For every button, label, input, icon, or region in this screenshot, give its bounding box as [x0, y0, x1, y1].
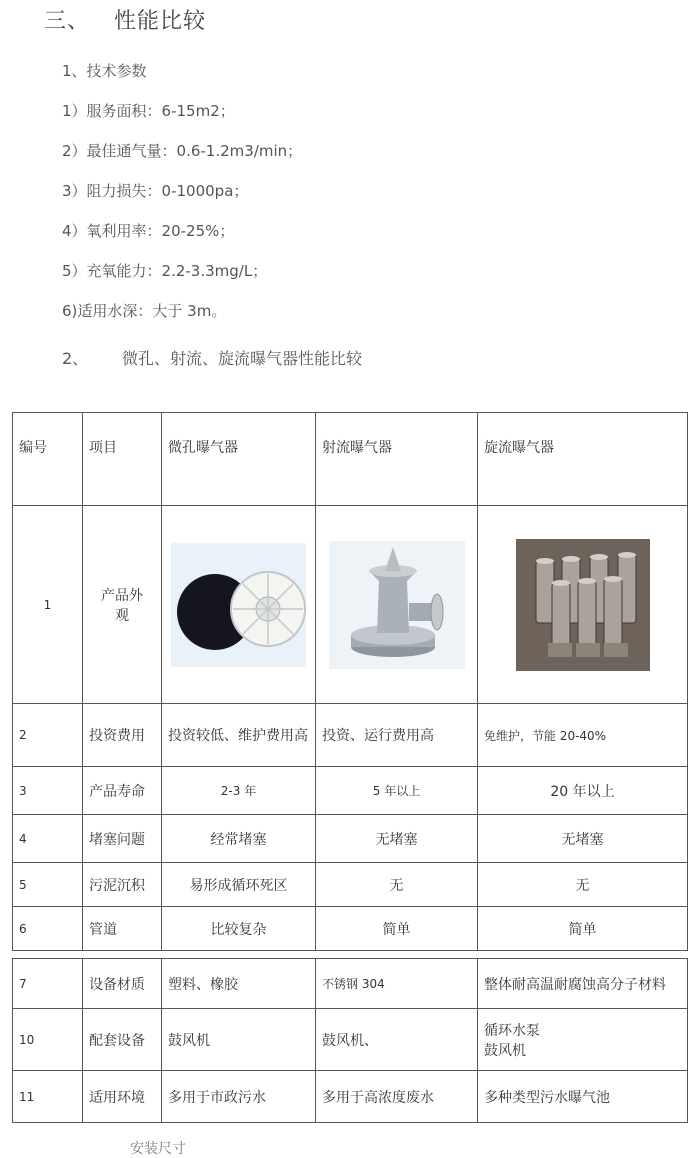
row-micropore-value: 易形成循环死区 — [162, 863, 316, 907]
micropore-diffuser-image — [171, 543, 306, 667]
jet-aerator-image — [329, 541, 465, 669]
param-item: 5）充氧能力：2.2-3.3mg/L； — [62, 262, 268, 280]
row-no: 5 — [13, 863, 83, 907]
row-micropore-value: 塑料、橡胶 — [162, 959, 316, 1009]
row-no: 6 — [13, 907, 83, 951]
row-micropore-value: 2-3 年 — [162, 767, 316, 815]
row-swirl-value — [478, 1009, 688, 1071]
section-number: 三、 — [44, 9, 91, 34]
row-item: 产品外观 — [83, 506, 162, 704]
header-swirl: 旋流曝气器 — [478, 413, 688, 506]
row-jet-value: 无 — [316, 863, 478, 907]
row-no: 1 — [13, 506, 83, 704]
header-jet: 射流曝气器 — [316, 413, 478, 506]
row-item: 设备材质 — [83, 959, 162, 1009]
row-item: 投资费用 — [83, 704, 162, 767]
micropore-diffuser-image-cell — [162, 506, 316, 704]
row-jet-value: 5 年以上 — [316, 767, 478, 815]
row-jet-value: 鼓风机、 — [316, 1009, 478, 1071]
next-section-heading-cut: 安装尺寸 — [130, 1141, 186, 1157]
header-item: 项目 — [83, 413, 162, 506]
row-micropore-value: 比较复杂 — [162, 907, 316, 951]
table-row — [13, 815, 688, 863]
section-title: 性能比较 — [114, 9, 207, 34]
comparison-number: 2、 — [62, 349, 89, 368]
table-header-row — [13, 413, 688, 506]
swirl-equipment-line: 循环水泵 — [484, 1022, 540, 1039]
row-swirl-value: 整体耐高温耐腐蚀高分子材料 — [478, 959, 688, 1009]
table-row — [13, 907, 688, 951]
row-swirl-value: 免维护，节能 20-40% — [478, 704, 688, 767]
comparison-heading — [62, 346, 362, 369]
param-item: 3）阻力损失：0-1000pa； — [62, 182, 249, 200]
param-item: 4）氧利用率：20-25%； — [62, 222, 235, 240]
section-heading — [44, 4, 206, 35]
row-no: 3 — [13, 767, 83, 815]
row-jet-value: 不锈钢 304 — [316, 959, 478, 1009]
param-item: 6)适用水深：大于 3m。 — [62, 302, 227, 320]
row-micropore-value: 经常堵塞 — [162, 815, 316, 863]
swirl-aerator-image-cell — [478, 506, 688, 704]
row-micropore-value: 多用于市政污水 — [162, 1071, 316, 1123]
jet-aerator-image-cell — [316, 506, 478, 704]
comparison-title: 微孔、射流、旋流曝气器性能比较 — [122, 349, 363, 368]
row-item: 污泥沉积 — [83, 863, 162, 907]
param-item: 1）服务面积：6-15m2； — [62, 102, 235, 120]
row-item: 配套设备 — [83, 1009, 162, 1071]
row-swirl-value: 简单 — [478, 907, 688, 951]
row-swirl-value: 无堵塞 — [478, 815, 688, 863]
row-jet-value: 简单 — [316, 907, 478, 951]
row-micropore-value: 鼓风机 — [162, 1009, 316, 1071]
row-micropore-value: 投资较低、维护费用高 — [162, 704, 316, 767]
row-item: 堵塞问题 — [83, 815, 162, 863]
table-row — [13, 704, 688, 767]
row-swirl-value: 多种类型污水曝气池 — [478, 1071, 688, 1123]
row-no: 4 — [13, 815, 83, 863]
comparison-table-continued — [12, 958, 688, 1123]
row-jet-value: 多用于高浓度废水 — [316, 1071, 478, 1123]
table-row — [13, 1009, 688, 1071]
row-no: 11 — [13, 1071, 83, 1123]
params-title: 1、技术参数 — [62, 62, 147, 80]
row-no: 10 — [13, 1009, 83, 1071]
table-row — [13, 767, 688, 815]
row-swirl-value: 无 — [478, 863, 688, 907]
comparison-table — [12, 412, 688, 951]
table-row-appearance — [13, 506, 688, 704]
row-no: 2 — [13, 704, 83, 767]
param-item: 2）最佳通气量：0.6-1.2m3/min； — [62, 142, 303, 160]
header-micropore: 微孔曝气器 — [162, 413, 316, 506]
swirl-equipment-line: 鼓风机 — [484, 1042, 526, 1059]
row-item: 产品寿命 — [83, 767, 162, 815]
table-row — [13, 863, 688, 907]
table-row — [13, 1071, 688, 1123]
row-jet-value: 无堵塞 — [316, 815, 478, 863]
table-row — [13, 959, 688, 1009]
row-item: 管道 — [83, 907, 162, 951]
row-jet-value: 投资、运行费用高 — [316, 704, 478, 767]
row-swirl-value: 20 年以上 — [478, 767, 688, 815]
row-no: 7 — [13, 959, 83, 1009]
swirl-aerator-image — [516, 539, 650, 671]
row-item: 适用环境 — [83, 1071, 162, 1123]
header-no: 编号 — [13, 413, 83, 506]
